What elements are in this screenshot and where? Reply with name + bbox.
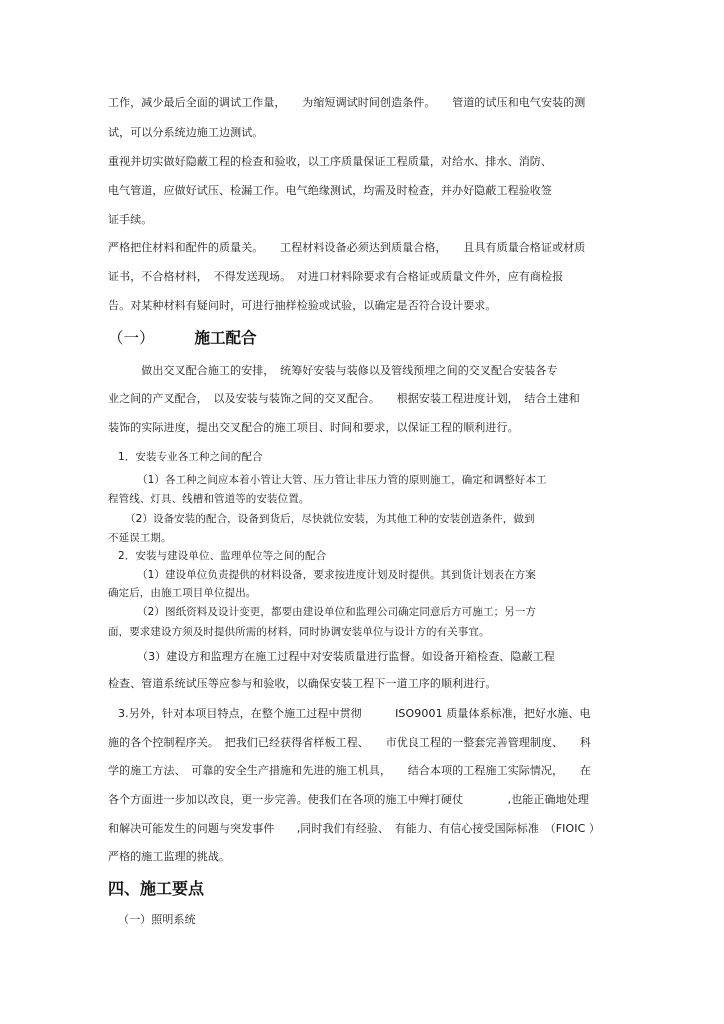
- paragraph-line: 做出交叉配合施工的安排， 统筹好安装与装修以及管线预埋之间的交叉配合安装各专: [108, 364, 558, 377]
- paragraph-line: 电气管道，应做好试压、检漏工作。电气绝缘测试，均需及时检查，并办好隐蔽工程验收签: [108, 184, 552, 197]
- paragraph-line: 装饰的实际进度，提出交叉配合的施工项目、时间和要求，以保证工程的顺利进行。: [108, 421, 519, 434]
- paragraph-line: 重视并切实做好隐蔽工程的检查和验收，以工序质量保证工程质量，对给水、排水、消防、: [108, 155, 552, 168]
- list-item: （2）设备安装的配合，设备到货后，尽快就位安装，为其他工种的安装创造条件，做到: [125, 513, 535, 525]
- paragraph-line: 工作，减少最后全面的调试工作量， 为缩短调试时间创造条件。 管道的试压和电气安装的测: [108, 96, 586, 109]
- list-item-cont: 确定后，由施工项目单位提出。: [108, 587, 257, 599]
- paragraph-line: 和解决可能发生的问题与突发事件 ,同时我们有经验、 有能力、有信心接受国际标准 （FIOIC ）: [108, 822, 601, 835]
- list-item-cont: 不延误工期。: [108, 532, 172, 544]
- section-number: （一）: [108, 329, 155, 347]
- paragraph-line: 3.另外，针对本项目特点，在整个施工过程中贯彻 ISO9001 质量体系标准，把好水施、电: [118, 707, 591, 720]
- subheading: （一）照明系统: [118, 913, 196, 926]
- list-item-cont: 检查、管道系统试压等应参与和验收，以确保安装工程下一道工序的顺利进行。: [108, 677, 497, 690]
- paragraph-line: 告。对某种材料有疑问时，可进行抽样检验或试验，以确定是否符合设计要求。: [108, 299, 497, 312]
- paragraph-line: 严格的施工监理的挑战。: [108, 850, 231, 863]
- paragraph-line: 试，可以分系统边施工边测试。: [108, 126, 264, 139]
- list-heading: 2．安装与建设单位、监理单位等之间的配合: [118, 550, 327, 562]
- paragraph-line: 施的各个控制程序关。 把我们已经获得省样板工程、 市优良工程的一整套完善管理制度、 科: [108, 736, 591, 749]
- section-title: 施工配合: [194, 329, 257, 347]
- list-item: （1）各工种之间应本着小管让大管、压力管让非压力管的原则施工，确定和调整好本工: [137, 474, 547, 486]
- paragraph-line: 证书，不合格材料， 不得发送现场。 对进口材料除要求有合格证或质量文件外，应有商检报: [108, 270, 564, 283]
- list-item: （3）建设方和监理方在施工过程中对安装质量进行监督。如设备开箱检查、隐蔽工程: [137, 650, 555, 663]
- paragraph-line: 证手续。: [108, 213, 153, 226]
- list-item-cont: 面，要求建设方须及时提供所需的材料，同时协调安装单位与设计方的有关事宜。: [108, 626, 490, 638]
- list-item-cont: 程管线、灯具、线槽和管道等的安装位置。: [108, 493, 310, 505]
- section-heading: [108, 328, 257, 348]
- list-heading: 1．安装专业各工种之间的配合: [118, 451, 263, 463]
- paragraph-line: 学的施工方法、 可靠的安全生产措施和先进的施工机具， 结合本项的工程施工实际情况， 在: [108, 764, 591, 777]
- paragraph-line: 各个方面进一步加以改良，更一步完善。使我们在各项的施工中殚打硬仗 ,也能正确地处理: [108, 793, 589, 806]
- paragraph-line: 严格把住材料和配件的质量关。 工程材料设备必须达到质量合格， 且具有质量合格证或材质: [108, 241, 586, 254]
- list-item: （1）建设单位负责提供的材料设备，要求按进度计划及时提供。其到货计划表在方案: [137, 569, 536, 581]
- main-heading: 四、施工要点: [108, 879, 205, 898]
- list-item: （2）图纸资料及设计变更，都要由建设单位和监理公司确定同意后方可施工；另一方: [137, 606, 536, 618]
- paragraph-line: 业之间的产叉配合， 以及安装与装饰之间的交叉配合。 根据安装工程进度计划， 结合土建和: [108, 392, 580, 405]
